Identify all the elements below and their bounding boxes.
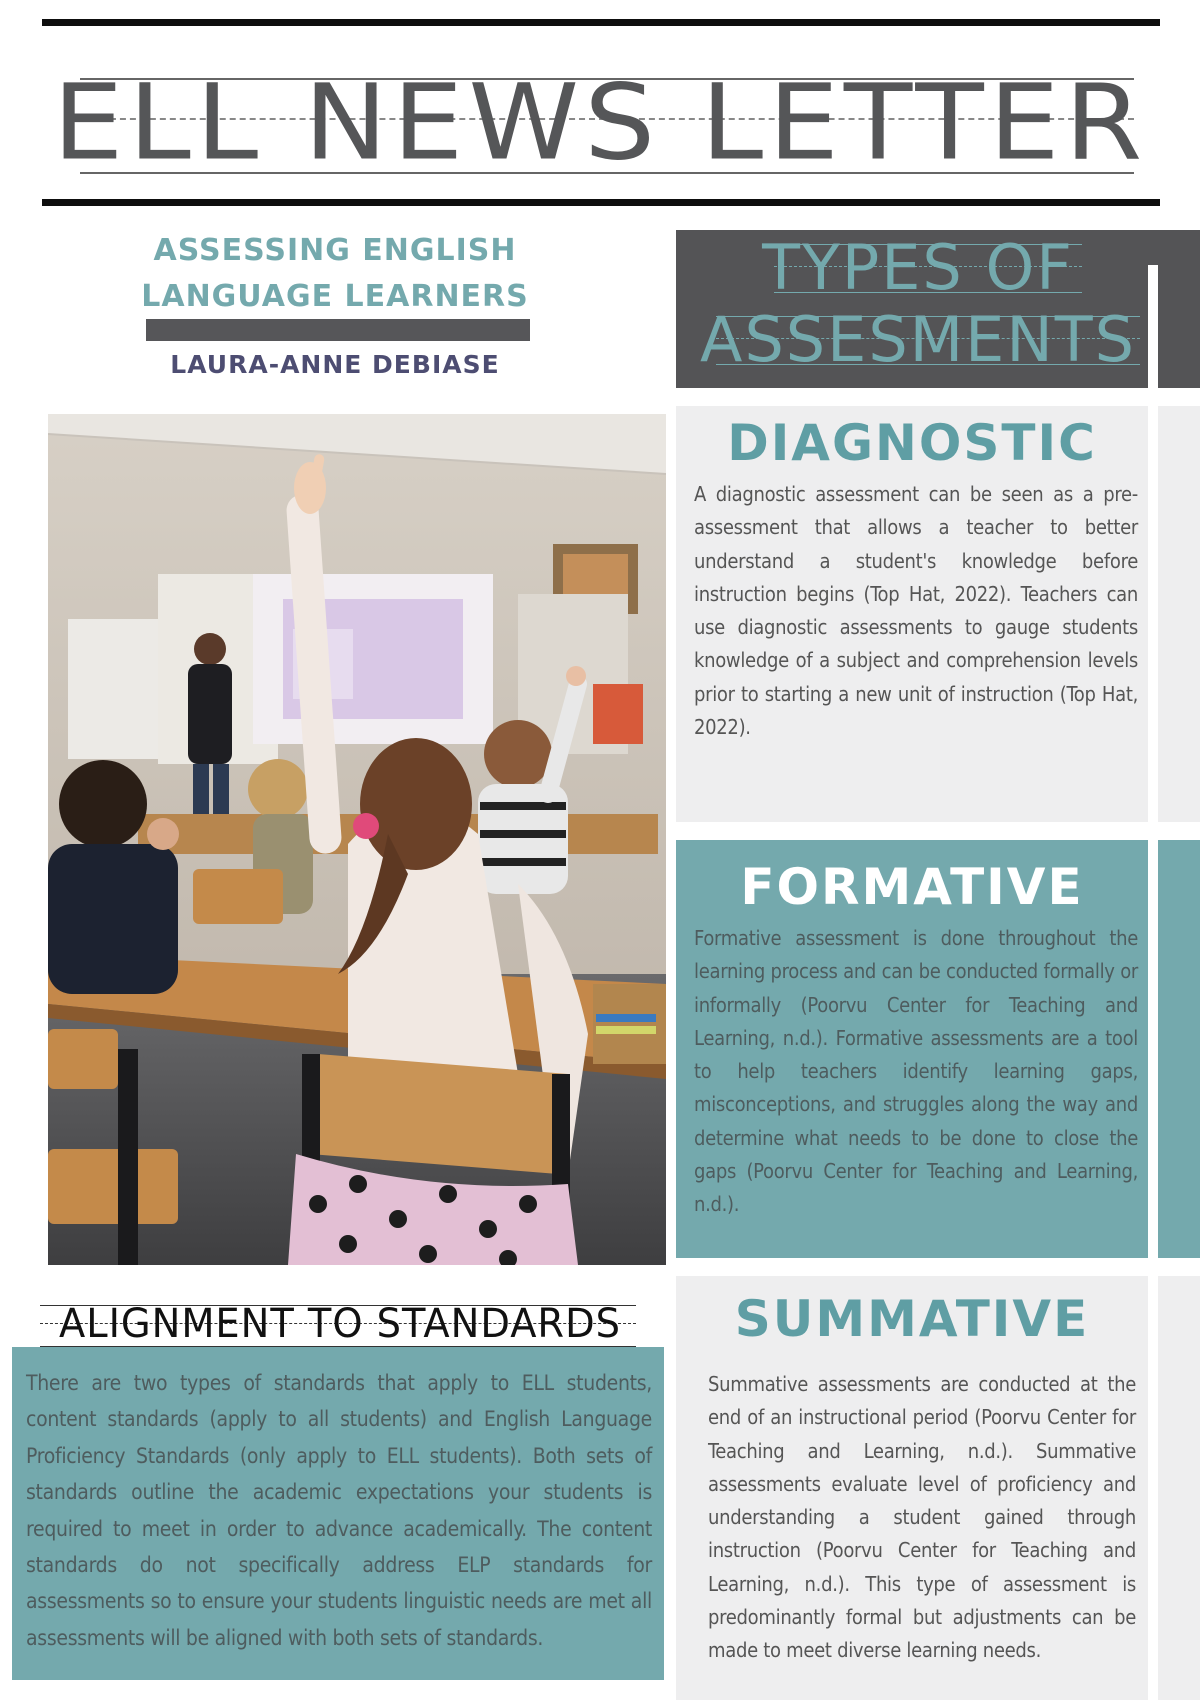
article-subtitle: ASSESSING ENGLISH LANGUAGE LEARNERS — [141, 233, 529, 314]
diagnostic-body: A diagnostic assessment can be seen as a pre-assessment that allows a teacher to better understand a student's knowledge before instruction begins (Top Hat, 2022). Teachers can use diagnostic assessments to gauge students knowledge of a subject and comprehension levels prior to starting a new unit of instruction (Top Hat, 2022). — [694, 482, 1138, 740]
summative-body: Summative assessments are conducted at the end of an instructional period (Poorvu Center for Teaching and Learning, n.d.). Summative assessments evaluate level of proficiency and understanding a student gained through instruction (Poorvu Center for Teaching and Learning, n.d.). This type of assessment is predominantly formal but adjustments can be made to meet diverse learning needs. — [708, 1372, 1136, 1663]
types-title-line2: ASSESMENTS — [700, 303, 1136, 376]
summative-side-strip — [1158, 1276, 1200, 1700]
diagnostic-title: DIAGNOSTIC — [727, 414, 1097, 472]
alignment-panel — [12, 1347, 664, 1680]
types-title — [676, 232, 1160, 376]
top-rule — [42, 19, 1160, 26]
subtitle-divider-bar — [146, 319, 530, 341]
bottom-rule — [42, 199, 1160, 206]
formative-side-strip — [1158, 840, 1200, 1258]
diagnostic-card — [676, 406, 1148, 822]
newsletter-title: ELL NEWS LETTER — [52, 62, 1148, 184]
diagnostic-side-strip — [1158, 406, 1200, 822]
alignment-title: ALIGNMENT TO STANDARDS — [59, 1301, 621, 1347]
alignment-body: There are two types of standards that apply to ELL students, content standards (apply to all students) and English Language Proficiency Standards (only apply to ELL students). Both sets of standards outline the academic expectations your students is required to meet in order to advance academically. The content standards do not specifically address ELP standards for assessments so to ensure your students linguistic needs are met all assessments will be aligned with both sets of standards. — [26, 1371, 652, 1650]
formative-card — [676, 840, 1148, 1258]
classroom-photo — [48, 414, 666, 1265]
formative-title: FORMATIVE — [740, 858, 1084, 916]
summative-card — [676, 1276, 1148, 1700]
author-name: LAURA-ANNE DEBIASE — [170, 350, 500, 379]
summative-title: SUMMATIVE — [734, 1290, 1090, 1348]
types-title-line1: TYPES OF — [762, 231, 1074, 304]
formative-body: Formative assessment is done throughout the learning process and can be conducted formally or informally (Poorvu Center for Teaching and Learning, n.d.). Formative assessments are a tool to help teachers identify learning gaps, misconceptions, and struggles along the way and determine what needs to be done to close the gaps (Poorvu Center for Teaching and Learning, n.d.). — [694, 926, 1138, 1217]
